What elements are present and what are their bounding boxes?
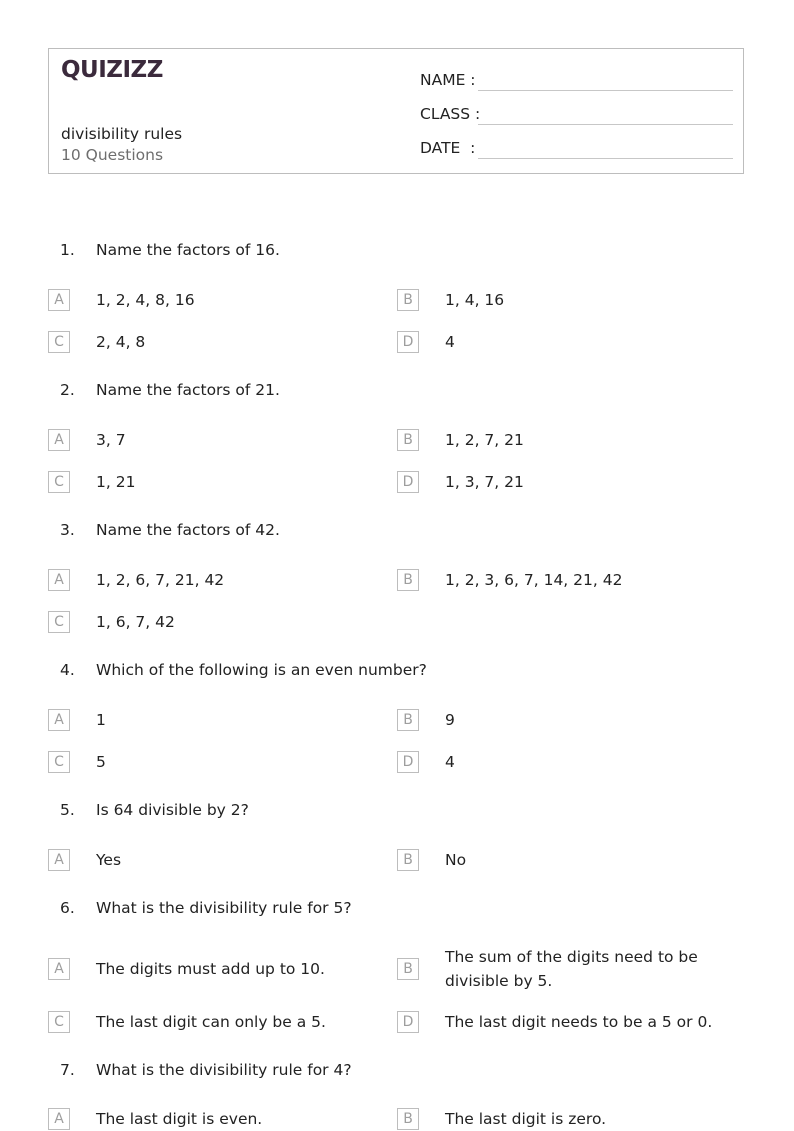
class-line: [478, 124, 733, 125]
question-number: 6.: [60, 899, 75, 917]
question-number: 3.: [60, 521, 75, 539]
option-text: 1, 2, 6, 7, 21, 42: [96, 571, 225, 589]
option-text: 1, 21: [96, 473, 136, 491]
option-text: No: [445, 851, 467, 869]
option-text: 4: [445, 333, 455, 351]
worksheet-header: [48, 48, 744, 174]
option-letter[interactable]: B: [397, 709, 419, 731]
question-number: 4.: [60, 661, 75, 679]
option-text: Yes: [96, 851, 122, 869]
class-field[interactable]: [420, 103, 733, 125]
class-label: CLASS :: [420, 105, 481, 123]
option-text: 9: [445, 711, 455, 729]
worksheet-title: divisibility rules: [61, 125, 183, 143]
option-letter[interactable]: A: [48, 569, 70, 591]
option-letter[interactable]: A: [48, 1108, 70, 1130]
date-label: DATE :: [420, 139, 476, 157]
question-count: 10 Questions: [61, 146, 164, 164]
question-text: What is the divisibility rule for 4?: [96, 1061, 352, 1079]
option-text: 5: [96, 753, 106, 771]
question-text: Name the factors of 16.: [96, 241, 280, 259]
name-field[interactable]: [420, 69, 733, 91]
option-letter[interactable]: A: [48, 849, 70, 871]
option-text: 1, 6, 7, 42: [96, 613, 175, 631]
option-letter[interactable]: C: [48, 331, 70, 353]
option-letter[interactable]: B: [397, 569, 419, 591]
option-letter[interactable]: D: [397, 751, 419, 773]
date-line: [478, 158, 733, 159]
option-letter[interactable]: A: [48, 289, 70, 311]
quizizz-logo: QUIZIZZ: [61, 57, 163, 83]
question-text: What is the divisibility rule for 5?: [96, 899, 352, 917]
option-letter[interactable]: C: [48, 751, 70, 773]
option-letter[interactable]: C: [48, 1011, 70, 1033]
question-text: Is 64 divisible by 2?: [96, 801, 249, 819]
option-letter[interactable]: B: [397, 958, 419, 980]
option-text: 1, 2, 4, 8, 16: [96, 291, 195, 309]
option-text: 1, 2, 3, 6, 7, 14, 21, 42: [445, 571, 623, 589]
option-letter[interactable]: C: [48, 611, 70, 633]
question-number: 1.: [60, 241, 75, 259]
question-text: Name the factors of 42.: [96, 521, 280, 539]
option-text: The last digit needs to be a 5 or 0.: [445, 1013, 713, 1031]
option-text: The last digit is even.: [96, 1110, 263, 1128]
option-text: The last digit is zero.: [445, 1110, 607, 1128]
option-text: The sum of the digits need to be divisible by 5.: [445, 948, 698, 990]
option-letter[interactable]: D: [397, 471, 419, 493]
date-field[interactable]: [420, 137, 733, 159]
question-number: 7.: [60, 1061, 75, 1079]
option-text: 1, 4, 16: [445, 291, 505, 309]
name-label: NAME :: [420, 71, 476, 89]
option-letter[interactable]: A: [48, 958, 70, 980]
question-text: Which of the following is an even number?: [96, 661, 427, 679]
option-letter[interactable]: C: [48, 471, 70, 493]
option-letter[interactable]: D: [397, 1011, 419, 1033]
option-letter[interactable]: B: [397, 1108, 419, 1130]
name-line: [478, 90, 733, 91]
option-letter[interactable]: B: [397, 289, 419, 311]
option-letter[interactable]: A: [48, 429, 70, 451]
option-text: 1: [96, 711, 106, 729]
option-letter[interactable]: B: [397, 849, 419, 871]
option-letter[interactable]: A: [48, 709, 70, 731]
option-letter[interactable]: D: [397, 331, 419, 353]
option-text: 1, 2, 7, 21: [445, 431, 524, 449]
option-text: 4: [445, 753, 455, 771]
question-number: 2.: [60, 381, 75, 399]
option-text: 3, 7: [96, 431, 126, 449]
option-letter[interactable]: B: [397, 429, 419, 451]
question-number: 5.: [60, 801, 75, 819]
option-text: 2, 4, 8: [96, 333, 146, 351]
option-text: The last digit can only be a 5.: [96, 1013, 326, 1031]
option-text: The digits must add up to 10.: [96, 960, 325, 978]
question-text: Name the factors of 21.: [96, 381, 280, 399]
option-text: 1, 3, 7, 21: [445, 473, 524, 491]
